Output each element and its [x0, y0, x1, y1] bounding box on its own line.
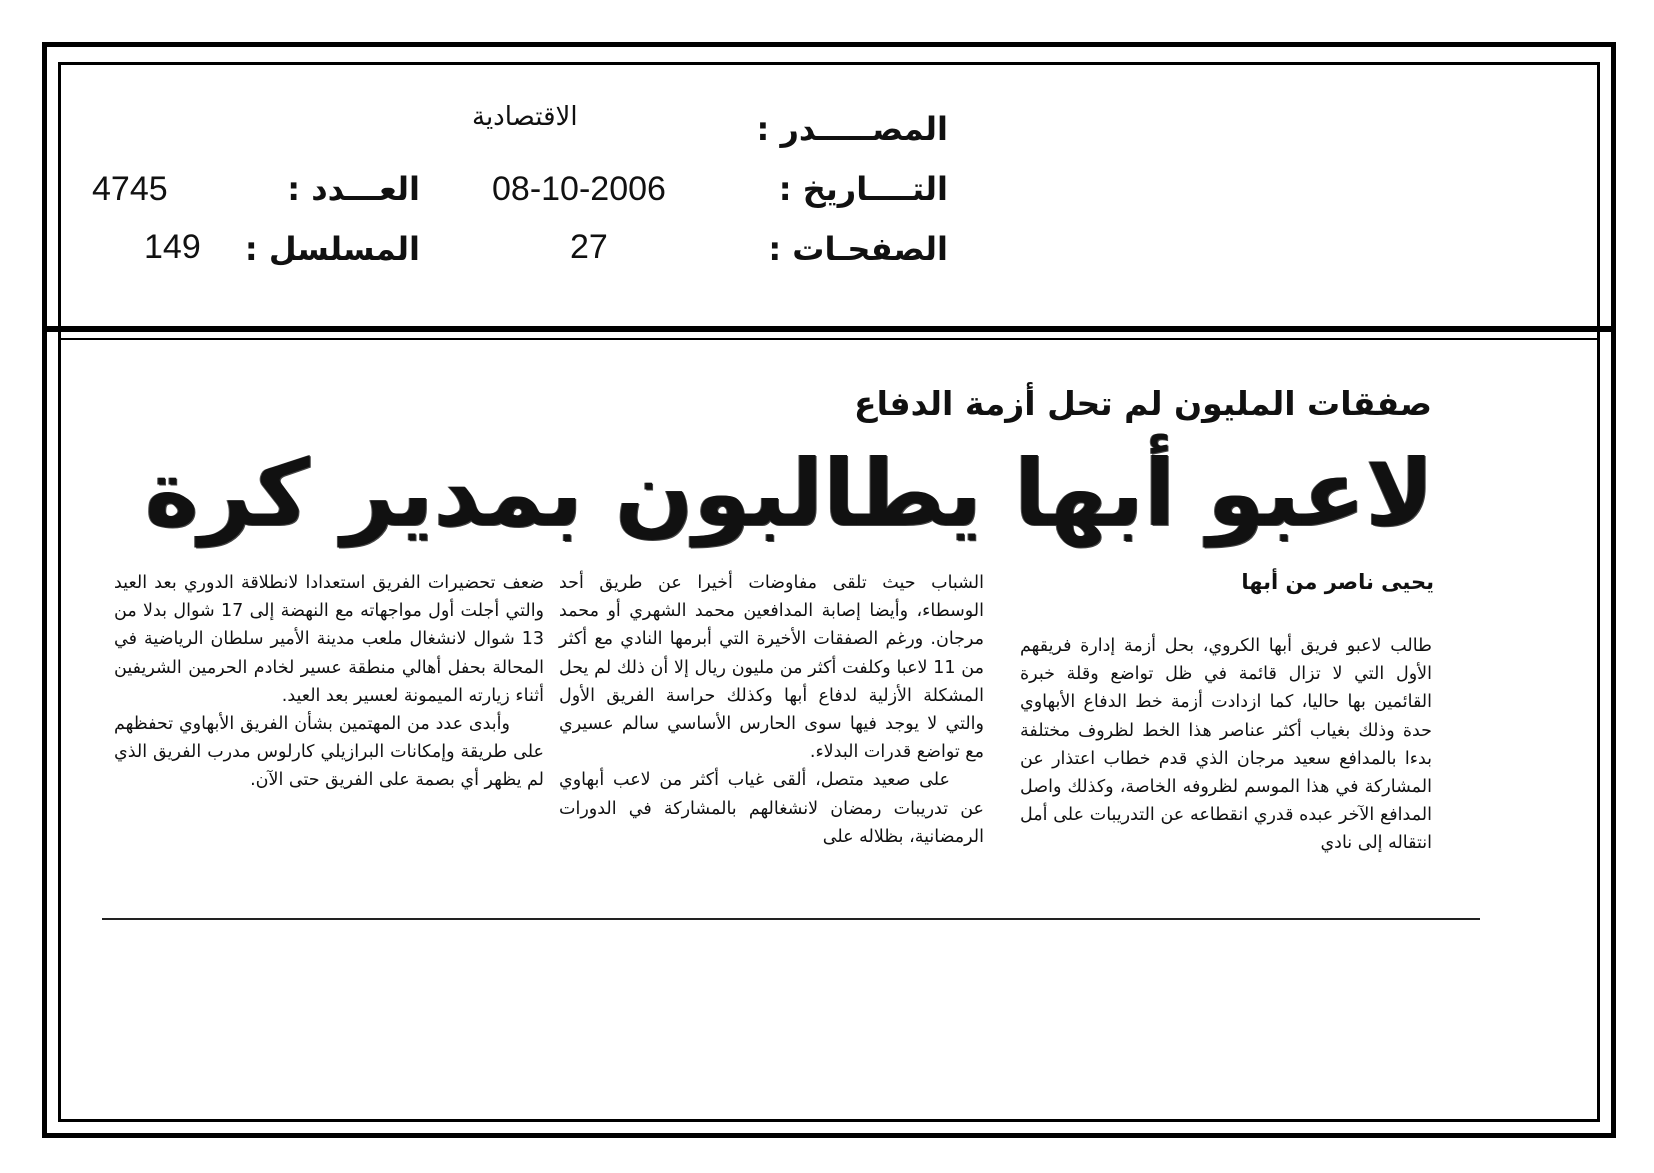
issue-value: 4745 — [92, 170, 168, 208]
serial-value: 149 — [144, 228, 201, 266]
pages-label: الصفحـات : — [768, 230, 948, 268]
paragraph: على صعيد متصل، ألقى غياب أكثر من لاعب أبهاوي عن تدريبات رمضان لانشغالهم بالمشاركة في الدورات الرمضانية، بظلاله على — [559, 770, 984, 847]
paragraph: الشباب حيث تلقى مفاوضات أخيرا عن طريق أحد الوسطاء، وأيضا إصابة المدافعين محمد الشهري أو محمد مرجان. ورغم الصفقات الأخيرة التي أبرمها النادي مع أكثر من 11 لاعبا وكلفت أكثر من مليون ريال إلا أن ذلك لم يحل المشكلة الأزلية لدفاع أبها وكذلك حراسة الفريق الأول والتي لا يوجد فيها سوى الحارس الأساسي سالم عسيري مع تواضع قدرات البدلاء. — [559, 573, 984, 763]
issue-label: العـــدد : — [287, 170, 420, 208]
source-label: المصـــــدر : — [756, 110, 948, 148]
date-value: 08-10-2006 — [492, 170, 666, 208]
article-column-right — [1020, 632, 1432, 858]
serial-label: المسلسل : — [244, 230, 420, 268]
paragraph: وأبدى عدد من المهتمين بشأن الفريق الأبهاوي تحفظهم على طريقة وإمكانات البرازيلي كارلوس مدرب الفريق الذي لم يظهر أي بصمة على الفريق حتى الآن. — [114, 714, 544, 791]
article-headline: لاعبو أبها يطالبون بمدير كرة — [144, 440, 1434, 547]
source-value: الاقتصادية — [472, 102, 578, 132]
article-bottom-rule — [102, 918, 1480, 920]
article-column-middle — [559, 569, 984, 851]
header-divider — [42, 326, 1616, 332]
pages-value: 27 — [570, 228, 608, 266]
article-column-left — [114, 569, 544, 795]
header-divider-thin — [58, 338, 1600, 340]
date-label: التــــاريخ : — [778, 170, 948, 208]
article-kicker: صفقات المليون لم تحل أزمة الدفاع — [854, 384, 1432, 423]
article-byline: يحيى ناصر من أبها — [1241, 570, 1434, 594]
paragraph: ضعف تحضيرات الفريق استعدادا لانطلاقة الدوري بعد العيد والتي أجلت أول مواجهاته مع النهضة إلى 17 شوال بدلا من 13 شوال لانشغال ملعب مدينة الأمير سلطان الرياضية في المحالة بحفل أهالي منطقة عسير لخادم الحرمين الشريفين أثناء زيارته الميمونة لعسير بعد العيد. — [114, 573, 545, 706]
paragraph: طالب لاعبو فريق أبها الكروي، بحل أزمة إدارة فريقهم الأول التي لا تزال قائمة في ظل تواضع وقلة خبرة القائمين بها حاليا، كما ازدادت أزمة خط الدفاع الأبهاوي حدة وذلك بغياب أكثر عناصر هذا الخط لظروف مختلفة بدءا بالمدافع سعيد مرجان الذي قدم خطاب اعتذار عن المشاركة في هذا الموسم لظروفه الخاصة، وكذلك واصل المدافع الآخر عبده قدري انقطاعه عن التدريبات على أمل انتقاله إلى نادي — [1020, 636, 1432, 854]
